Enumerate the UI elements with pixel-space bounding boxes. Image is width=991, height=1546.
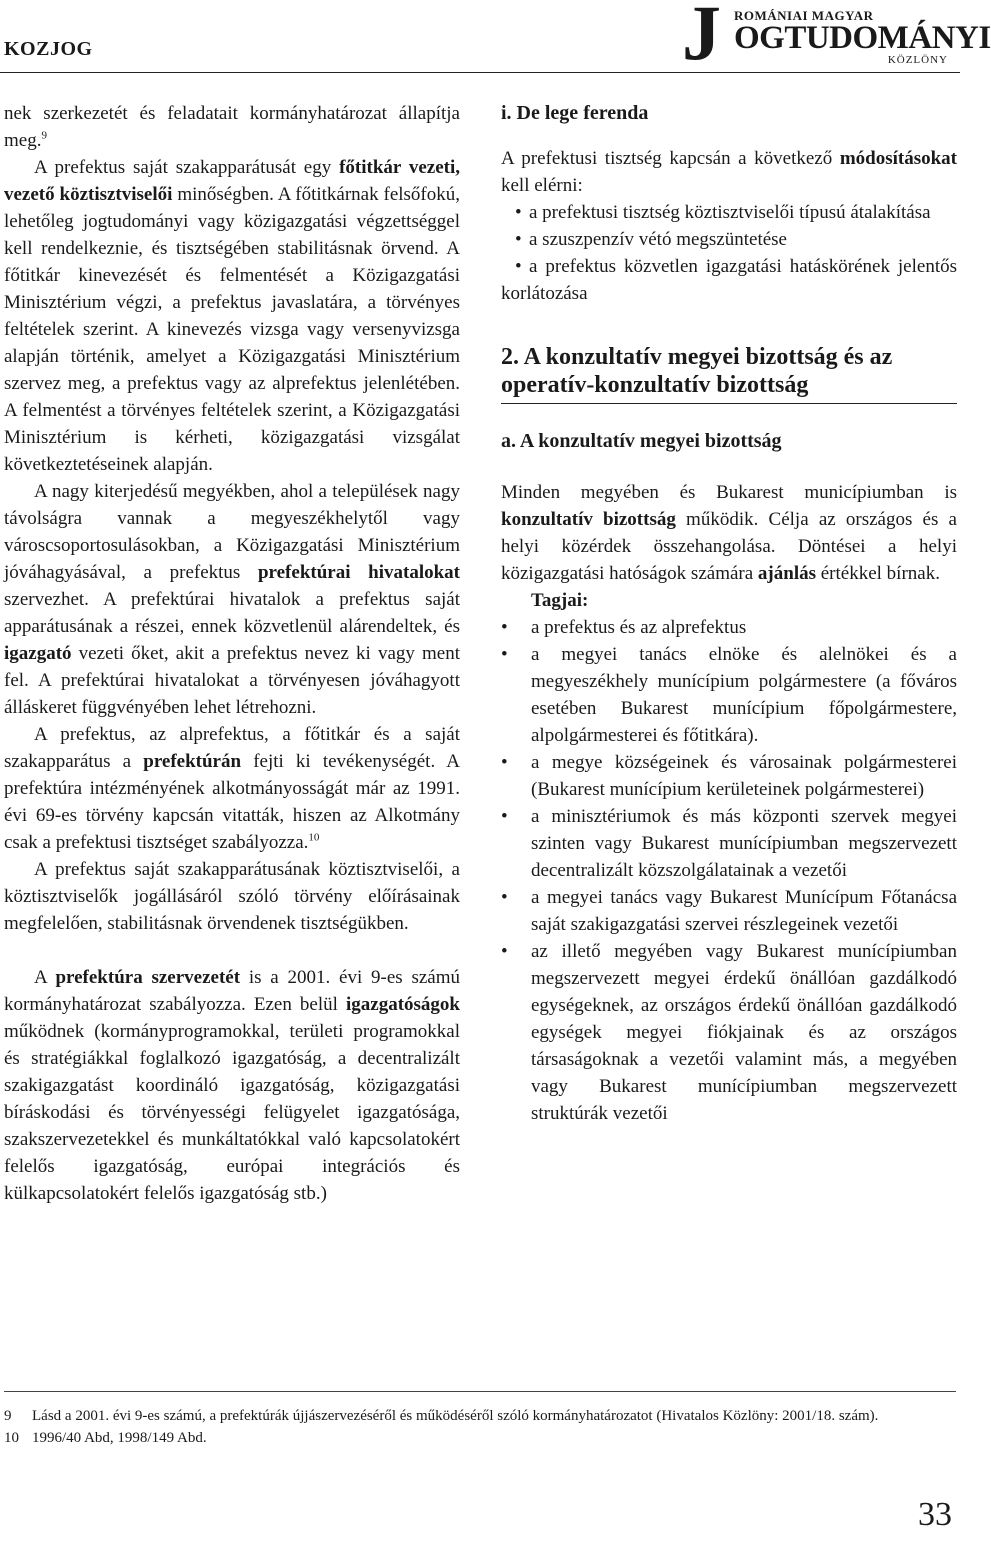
footnote-number: 10 — [4, 1430, 19, 1446]
subheading-konzultativ: a. A konzultatív megyei bizottság — [501, 430, 782, 452]
modifications-list — [501, 199, 957, 307]
masthead-subtitle: KÖZLÖNY — [887, 54, 948, 66]
list-item: • a prefektus és az alprefektus — [501, 614, 957, 641]
section-heading: 2. A konzultatív megyei bizottság és az operatív-konzultatív bizottság — [501, 343, 957, 404]
footnote-text: 1996/40 Abd, 1998/149 Abd. — [32, 1430, 207, 1446]
masthead-top-line: ROMÁNIAI MAGYAR — [734, 8, 874, 23]
section-label: KOZJOG — [4, 38, 93, 60]
members-label: Tagjai: — [531, 590, 589, 611]
list-item: • a szuszpenzív vétó megszüntetése — [501, 226, 957, 253]
footnote-ref: 10 — [308, 831, 320, 844]
masthead-j-letter: J — [682, 0, 721, 76]
paragraph: A nagy kiterjedésű megyékben, ahol a települések nagy távolságra vannak a megyeszékhelytől vagy városcsoportosulásokban, a Közigazgatási Minisztérium jóváhagyásával, a prefektus prefektúrai hivatalokat szervezhet. A prefektúrai hivatalok a prefektus saját apparátusának a részei, ennek közvetlenül alárendeltek, és igazgató vezeti őket, akit a prefektus nevez ki vagy ment fel. A prefektúrai hivatalokat a törvényesen jóváhagyott álláskeret függvényében lehet létrehozni. — [4, 481, 460, 718]
footnotes — [4, 1405, 956, 1449]
paragraph: A prefektusi tisztség kapcsán a következő módosításokat kell elérni: — [501, 148, 957, 196]
footnote-rule — [4, 1391, 956, 1392]
list-item: • a prefektusi tisztség köztisztviselői típusú átalakítása — [501, 199, 957, 226]
bullet-icon: • — [501, 941, 508, 962]
paragraph: A prefektus saját szakapparátusát egy főtitkár vezeti, vezető köztisztviselői minőségben. A főtitkárnak felsőfokú, lehetőleg jogtudományi vagy közigazgatási végzettséggel kell rendelkeznie, és tisztségében stabilitásnak örvend. A főtitkár kinevezését és felmentését a Közigazgatási Minisztérium végzi, a prefektus javaslatára, a törvényes feltételek szerint. A kinevezés vizsga vagy versenyvizsga alapján történik, amelyet a Közigazgatási Minisztérium szervez meg, a prefektus vagy az alprefektus jelenlétében. A felmentést a törvényes feltételek szerint, a Közigazgatási Minisztérium is kérheti, közigazgatási vizsgálat következtetéseinek alapján. — [4, 157, 461, 475]
bullet-icon: • — [501, 806, 508, 827]
bullet-icon: • — [501, 617, 508, 638]
footnote — [4, 1405, 956, 1427]
bullet-icon: • — [515, 202, 522, 223]
list-item: • a megyei tanács elnöke és alelnökei és a megyeszékhely munícípium polgármestere (a főváros esetében Bukarest munícípium főpolgármestere, alpolgármesterei és főtitkára). — [501, 641, 957, 749]
list-item: • a prefektus közvetlen igazgatási hatáskörének jelentős korlátozása — [501, 253, 957, 307]
journal-masthead-logo — [682, 0, 991, 76]
paragraph: A prefektúra szervezetét is a 2001. évi 9-es számú kormányhatározat szabályozza. Ezen belül igazgatóságok működnek (kormányprogramokkal, területi programokkal és stratégiákkal foglalkozó igazgatóság, a decentralizált szakigazgatást koordináló igazgatóság, közigazgatási bíráskodási és törvényességi felügyelet igazgatósága, szakszervezetekkel és munkáltatókkal való kapcsolatokért felelős igazgatóság, európai integrációs és külkapcsolatokért felelős igazgatóság stb.) — [4, 967, 460, 1204]
list-item: • az illető megyében vagy Bukarest munícípiumban megszervezett megyei érdekű önállóan gazdálkodó egységeknek, az országos érdekű önállóan gazdálkodó egységek megyei fiókjainak és az országos társaságoknak a vezetői valamint más, a megyében vagy Bukarest munícípiumban megszervezett struktúrák vezetői — [501, 938, 957, 1127]
masthead-main-title: OGTUDOMÁNYI — [734, 20, 991, 56]
footnote-ref: 9 — [41, 129, 47, 142]
bullet-icon: • — [515, 256, 522, 277]
subheading-de-lege-ferenda: i. De lege ferenda — [501, 102, 649, 124]
bullet-icon: • — [515, 229, 522, 250]
right-column — [501, 100, 957, 1127]
page-number: 33 — [918, 1496, 952, 1533]
header-rule — [0, 72, 960, 73]
paragraph: A prefektus, az alprefektus, a főtitkár és a saját szakapparátus a prefektúrán fejti ki tevékenységét. A prefektúra intézményének alkotmányosságát már az 1991. évi 69-es törvény kapcsán vitatták, hiszen az Alkotmány csak a prefektusi tisztséget szabályozza.$^{10}$ — [4, 724, 460, 853]
page-header — [0, 0, 991, 80]
footnote — [4, 1427, 956, 1449]
paragraph: Minden megyében és Bukarest municípiumban is konzultatív bizottság működik. Célja az országos és a helyi közérdek összehangolása. Döntései a helyi közigazgatási hatóságok számára ajánlás értékkel bírnak. — [501, 482, 957, 584]
list-item: • a megye községeinek és városainak polgármesterei (Bukarest munícípium kerületeinek polgármesterei) — [501, 749, 957, 803]
bullet-icon: • — [501, 644, 508, 665]
list-item: • a minisztériumok és más központi szervek megyei szinten vagy Bukarest munícípiumban megszervezett decentralizált közszolgálatainak a vezetői — [501, 803, 957, 884]
list-item: • a megyei tanács vagy Bukarest Munícípum Főtanácsa saját szakigazgatási szervei részlegeinek vezetői — [501, 884, 957, 938]
footnote-text: Lásd a 2001. évi 9-es számú, a prefektúrák újjászervezéséről és működéséről szóló kormányhatározatot (Hivatalos Közlöny: 2001/18. szám). — [32, 1408, 879, 1424]
paragraph: nek szerkezetét és feladatait kormányhatározat állapítja meg.$^9$ — [4, 103, 460, 151]
footnote-number: 9 — [4, 1408, 12, 1424]
paragraph: A prefektus saját szakapparátusának köztisztviselői, a köztisztviselők jogállásáról szóló törvény előírásainak megfelelően, stabilitásnak örvendenek tisztségükben. — [4, 859, 460, 934]
bullet-icon: • — [501, 887, 508, 908]
bullet-icon: • — [501, 752, 508, 773]
left-column — [4, 100, 460, 1207]
members-list — [501, 614, 957, 1127]
